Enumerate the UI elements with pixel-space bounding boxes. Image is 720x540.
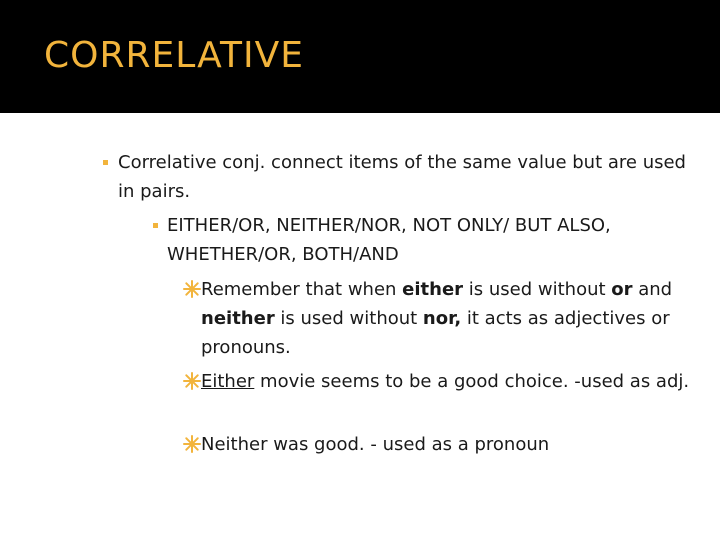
example-part: movie seems to be a good choice. -used as adj.: [254, 371, 690, 392]
bullet-level-3-note: [201, 275, 691, 362]
note-part: is used without: [274, 308, 423, 329]
bullet-level-3-example-pronoun: [201, 430, 691, 459]
note-part: it acts as adjectives or pronouns.: [201, 308, 670, 358]
note-part-bold: either: [402, 279, 464, 300]
example-part-underlined: Either: [201, 371, 255, 392]
bullet-level-1-text: Correlative conj. connect items of the same value but are used in pairs.: [118, 152, 686, 202]
note-part: and: [632, 279, 673, 300]
note-part: is used without: [463, 279, 612, 300]
note-part: Remember that when: [201, 279, 403, 300]
bullet-level-2: [167, 211, 687, 269]
note-part-bold: or: [611, 279, 633, 300]
bullet-level-3-example-adjective: [201, 367, 691, 396]
starburst-bullet-icon: [183, 280, 201, 298]
slide-title: CORRELATIVE: [44, 35, 304, 76]
starburst-bullet-icon: [183, 372, 201, 390]
square-bullet-icon: [153, 223, 158, 228]
example-part: Neither was good. - used as a pronoun: [201, 434, 550, 455]
square-bullet-icon: [103, 160, 108, 165]
bullet-level-1: [118, 148, 698, 206]
note-part-bold: nor,: [422, 308, 462, 329]
starburst-bullet-icon: [183, 435, 201, 453]
bullet-level-2-text: EITHER/OR, NEITHER/NOR, NOT ONLY/ BUT ALSO, WHETHER/OR, BOTH/AND: [167, 215, 611, 265]
note-part-bold: neither: [201, 308, 275, 329]
